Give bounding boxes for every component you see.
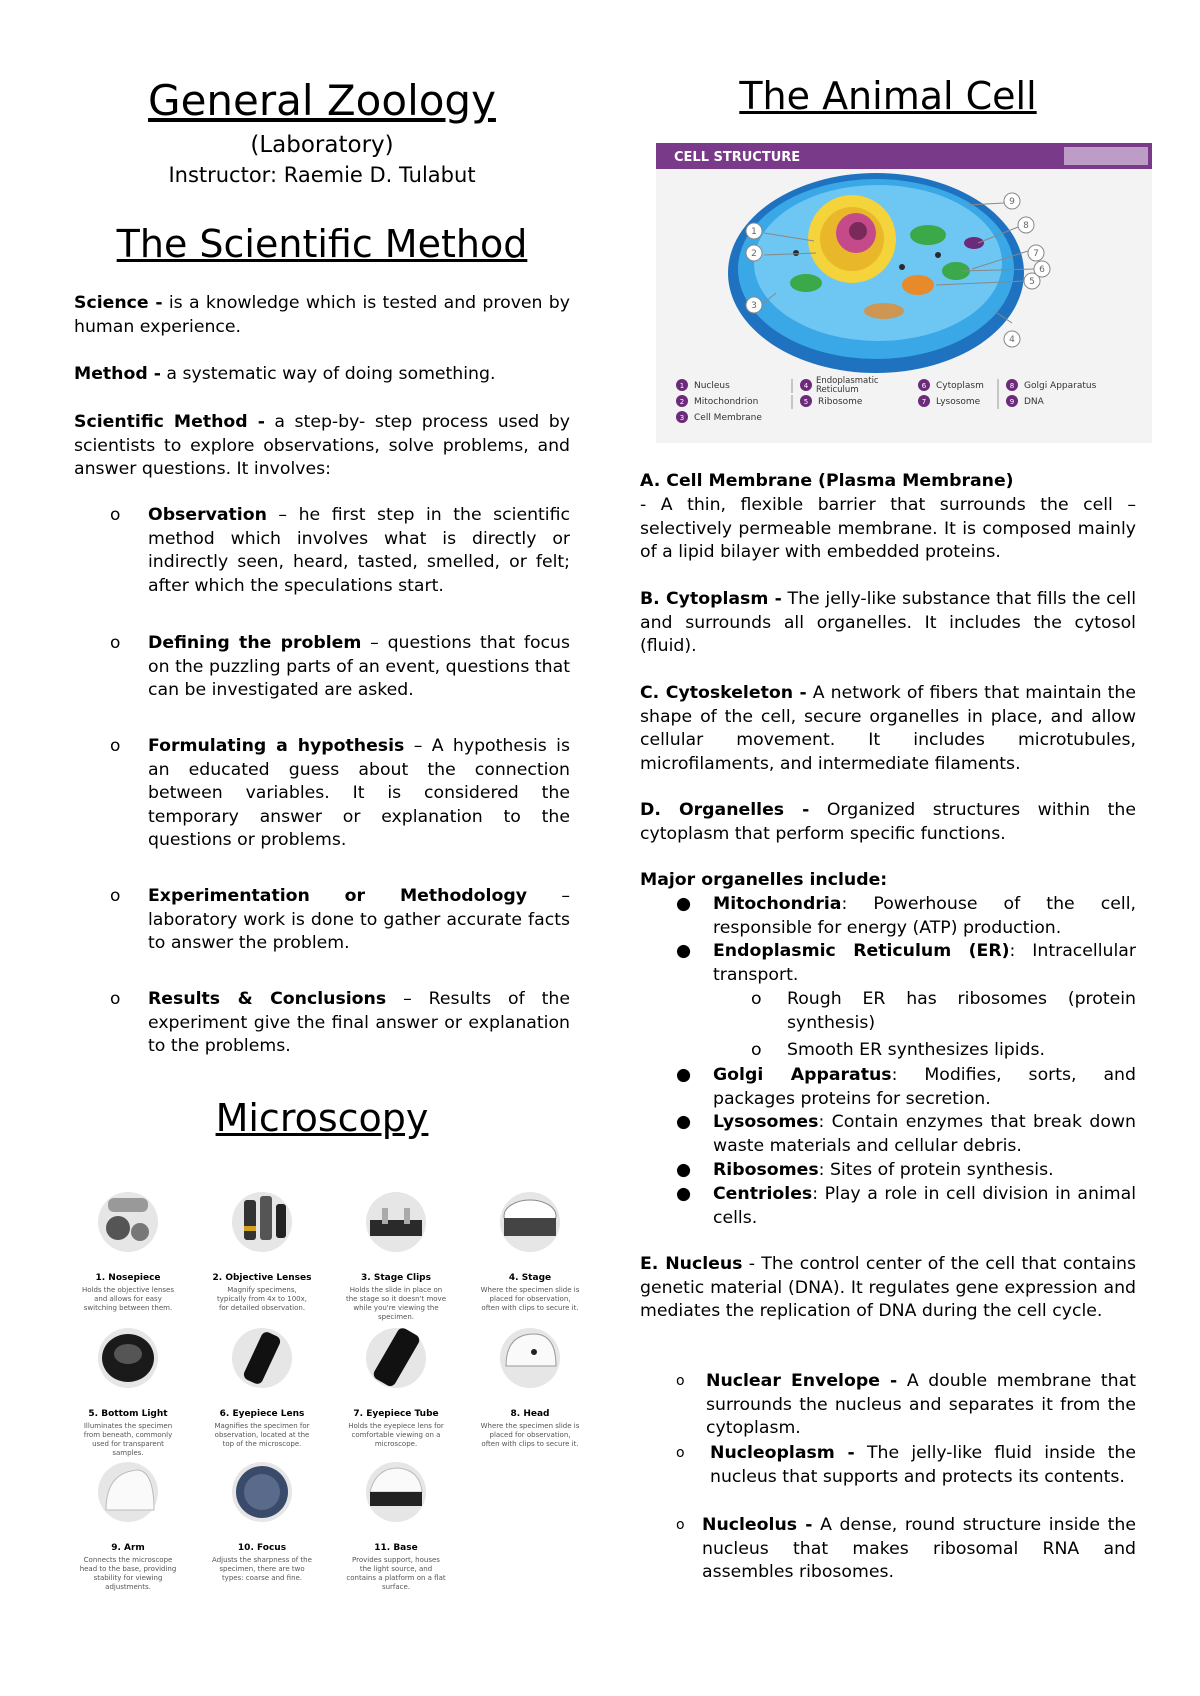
circle-bullet-icon: o: [751, 989, 762, 1009]
svg-text:7: 7: [921, 398, 927, 406]
svg-text:Lysosome: Lysosome: [936, 397, 981, 407]
svg-text:Mitochondrion: Mitochondrion: [694, 397, 759, 407]
major-organelles-heading: Major organelles include:: [640, 870, 888, 890]
svg-text:Ribosome: Ribosome: [818, 397, 863, 407]
part-label: 6. Eyepiece Lens: [219, 1409, 305, 1419]
animal-cell-illustration: [728, 173, 1024, 373]
part-label: 2. Objective Lenses: [212, 1273, 312, 1283]
stage-icon: [500, 1192, 560, 1252]
eyepiece-lens-icon: [232, 1328, 292, 1388]
svg-text:2: 2: [679, 398, 685, 406]
circle-bullet-icon: o: [110, 633, 121, 653]
part-label: 8. Head: [510, 1409, 550, 1419]
svg-text:Cytoplasm: Cytoplasm: [936, 381, 984, 391]
svg-text:9: 9: [1009, 398, 1015, 406]
svg-text:DNA: DNA: [1024, 397, 1044, 407]
circle-bullet-icon: o: [676, 1517, 685, 1533]
part-label: 3. Stage Clips: [361, 1273, 431, 1283]
part-label: 1. Nosepiece: [95, 1273, 161, 1283]
part-description: Holds the slide in place on the stage so it doesn't move while you're viewing the specimen.: [346, 1286, 446, 1321]
callout-number: 3: [751, 301, 757, 311]
part-description: Magnifies the specimen for observation, located at the top of the microscope.: [214, 1422, 310, 1448]
callout-number: 8: [1023, 221, 1029, 231]
callout-number: 4: [1009, 335, 1015, 345]
figure-legend: 1 Nucleus 2 Mitochondrion 3 Cell Membrane 4 Endoplasmatic Reticulum 5 Ribosome 6 Cytoplasm 7 Lysosome 8 Golgi Apparatus 9 DNA: [676, 377, 1097, 423]
svg-text:4: 4: [803, 382, 809, 390]
focus-icon: [232, 1462, 292, 1522]
cell-membrane-text: - A thin, flexible barrier that surrounds the cell – selectively permeable membrane. It is composed mainly of a lipid bilayer with embedded proteins.: [640, 495, 1136, 562]
dot-bullet-icon: ●: [676, 1065, 692, 1085]
base-icon: [366, 1462, 426, 1522]
figure-heading: CELL STRUCTURE: [674, 150, 801, 165]
dot-bullet-icon: ●: [676, 1112, 692, 1132]
part-description: Holds the eyepiece lens for comfortable viewing on a microscope.: [348, 1422, 444, 1448]
document-title: General Zoology: [148, 76, 496, 125]
stage-clips-icon: [366, 1192, 426, 1252]
arm-icon: [98, 1462, 158, 1522]
cell-structure-figure: [656, 143, 1152, 443]
document-subtitle: (Laboratory): [250, 132, 394, 158]
dot-bullet-icon: ●: [676, 941, 692, 961]
svg-text:Golgi Apparatus: Golgi Apparatus: [1024, 381, 1097, 391]
part-description: Connects the microscope head to the base, providing stability for viewing adjustments.: [79, 1556, 177, 1591]
part-description: Adjusts the sharpness of the specimen, there are two types: coarse and fine.: [212, 1556, 312, 1582]
cytoskeleton-paragraph: C. Cytoskeleton - A network of fibers that maintain the shape of the cell, secure organelles in place, and allow cellular movement. It includes microtubules, microfilaments, and intermediate filaments.: [640, 683, 1136, 774]
circle-bullet-icon: o: [110, 886, 121, 906]
circle-bullet-icon: o: [110, 989, 121, 1009]
part-label: 11. Base: [374, 1543, 418, 1553]
eyepiece-tube-icon: [366, 1326, 426, 1388]
dot-bullet-icon: ●: [676, 1184, 692, 1204]
callout-number: 9: [1009, 197, 1015, 207]
head-icon: [500, 1328, 560, 1388]
microscopy-title: Microscopy: [215, 1096, 429, 1140]
callout-number: 6: [1039, 265, 1045, 275]
svg-text:5: 5: [803, 398, 809, 406]
objective-lenses-icon: [232, 1192, 292, 1252]
cytoplasm-paragraph: B. Cytoplasm - The jelly-like substance that fills the cell and surrounds all organelles. It includes the cytosol (fluid).: [640, 589, 1136, 656]
callout-number: 7: [1033, 249, 1039, 259]
part-label: 7. Eyepiece Tube: [353, 1409, 439, 1419]
svg-text:Nucleus: Nucleus: [694, 381, 730, 391]
part-description: Where the specimen slide is placed for observation, often with clips to secure it.: [480, 1422, 580, 1448]
organelles-paragraph: D. Organelles - Organized structures within the cytoplasm that perform specific functions.: [640, 800, 1136, 844]
svg-text:3: 3: [679, 414, 685, 422]
bottom-light-icon: [98, 1328, 158, 1388]
cell-membrane-heading: A. Cell Membrane (Plasma Membrane): [640, 471, 1014, 491]
nucleus-paragraph: E. Nucleus - The control center of the cell that contains genetic material (DNA). It regulates gene expression and mediates the replication of DNA during the cell cycle.: [640, 1254, 1136, 1321]
circle-bullet-icon: o: [676, 1445, 685, 1461]
scientific-method-definition: Scientific Method - a step-by- step process used by scientists to explore observations, solve problems, and answer questions. It involves:: [74, 412, 570, 479]
dot-bullet-icon: ●: [676, 894, 692, 914]
microscope-parts-figure: [60, 1186, 600, 1591]
callout-number: 1: [751, 227, 757, 237]
circle-bullet-icon: o: [751, 1040, 762, 1060]
svg-text:Cell Membrane: Cell Membrane: [694, 413, 762, 423]
part-label: 5. Bottom Light: [88, 1409, 168, 1419]
part-label: 4. Stage: [508, 1273, 552, 1283]
part-description: Magnify specimens, typically from 4x to 100x, for detailed observation.: [217, 1286, 307, 1312]
animal-cell-title: The Animal Cell: [739, 74, 1037, 118]
circle-bullet-icon: o: [676, 1373, 685, 1389]
circle-bullet-icon: o: [110, 505, 121, 525]
part-label: 10. Focus: [237, 1543, 287, 1553]
svg-text:6: 6: [921, 382, 927, 390]
callout-number: 2: [751, 249, 757, 259]
dot-bullet-icon: ●: [676, 1160, 692, 1180]
svg-text:8: 8: [1009, 382, 1015, 390]
method-definition: Method - a systematic way of doing something.: [74, 364, 496, 384]
nosepiece-icon: [98, 1192, 158, 1252]
svg-text:1: 1: [679, 382, 685, 390]
instructor-line: Instructor: Raemie D. Tulabut: [168, 163, 476, 187]
part-description: Where the specimen slide is placed for observation, often with clips to secure it.: [480, 1286, 580, 1312]
science-definition: Science - is a knowledge which is tested and proven by human experience.: [74, 293, 570, 337]
part-label: 9. Arm: [111, 1543, 145, 1553]
callout-number: 5: [1029, 277, 1035, 287]
circle-bullet-icon: o: [110, 736, 121, 756]
part-description: Illuminates the specimen from beneath, commonly used for transparent samples.: [83, 1422, 173, 1457]
part-description: Provides support, houses the light source, and contains a platform on a flat surface.: [346, 1556, 446, 1591]
part-description: Holds the objective lenses and allows for easy switching between them.: [82, 1286, 174, 1312]
scientific-method-title: The Scientific Method: [116, 222, 528, 266]
